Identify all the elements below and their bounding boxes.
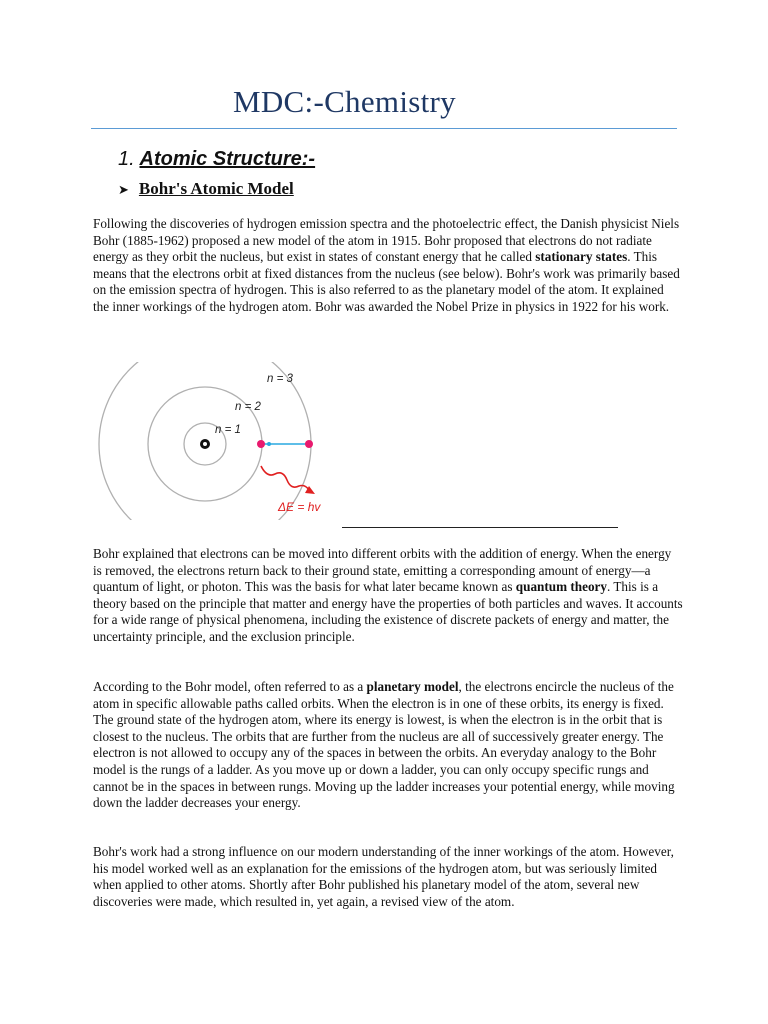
nucleus-highlight (203, 442, 207, 446)
paragraph-text: . This is a theory based on the principle that matter and energy have the properties of both particles and waves. It accounts for a wide range of physical phenomena, including the existence of discrete packets of energy and matter, the uncertainty principle, and the exclusion principle. (93, 579, 683, 644)
paragraph-bohr-intro (93, 216, 683, 316)
electron-n2 (257, 440, 265, 448)
bold-term-stationary-states: stationary states (535, 249, 628, 265)
section-heading (118, 148, 315, 171)
subsection-heading (118, 179, 294, 199)
paragraph-text: According to the Bohr model, often referred to as a (93, 679, 367, 694)
bold-term-quantum-theory: quantum theory (515, 579, 608, 595)
blank-rule (342, 527, 618, 528)
section-number: 1. (118, 148, 135, 170)
subsection-title: Bohr's Atomic Model (138, 179, 294, 198)
electron-n3 (305, 440, 313, 448)
label-n2: n = 2 (235, 401, 261, 413)
paragraph-text: Bohr's work had a strong influence on our modern understanding of the inner workings of the atom. However, his model worked well as an explanation for the emissions of the hydrogen atom, but was seriously limited when applied to other atoms. Shortly after Bohr published his planetary model of the atom, several new discoveries were made, which resulted in, yet again, a revised view of the atom. (93, 844, 674, 909)
section-title: Atomic Structure:- (139, 148, 316, 170)
label-n3: n = 3 (267, 373, 293, 385)
label-energy-equation: ΔE = hv (278, 500, 321, 514)
document-title: MDC:-Chemistry (233, 84, 456, 119)
paragraph-quantum-theory (93, 546, 683, 646)
paragraph-planetary-model (93, 679, 683, 812)
label-n1: n = 1 (215, 424, 241, 436)
paragraph-text: . This means that the electrons orbit at fixed distances from the nucleus (see below). Bohr's work was primarily based on the emission spectra of hydrogen. This is also referred to as the planetary model of the atom. It explained the inner workings of the hydrogen atom. Bohr was awarded the Nobel Prize in physics in 1922 for his work. (93, 249, 680, 314)
paragraph-influence (93, 844, 683, 910)
arrow-bullet-icon: ➤ (118, 183, 129, 198)
paragraph-text: , the electrons encircle the nucleus of the atom in specific allowable paths called orbits. When the electron is in one of these orbits, its energy is fixed. The ground state of the hydrogen atom, where its energy is lowest, is when the electron is in the orbit that is closest to the nucleus. The orbits that are further from the nucleus are all of successively greater energy. The electron is not allowed to occupy any of the spaces in between the orbits. An everyday analogy to the Bohr model is the rungs of a ladder. As you move up or down a ladder, you can only occupy specific rungs and cannot be in the spaces in between rungs. Moving up the ladder increases your potential energy, while moving down the ladder decreases your energy. (93, 679, 675, 811)
title-divider (91, 128, 677, 129)
bold-term-planetary-model: planetary model (366, 679, 459, 694)
paragraph-text: Bohr explained that electrons can be moved into different orbits with the addition of energy. When the energy is removed, the electrons return back to their ground state, emitting a corresponding amount of energy—a quantum of light, or photon. This was the basis for what later became known as (93, 546, 672, 595)
bohr-model-diagram (95, 362, 345, 520)
transition-start-dot (267, 442, 271, 446)
paragraph-text: Following the discoveries of hydrogen emission spectra and the photoelectric effect, the Danish physicist Niels Bohr (1885-1962) proposed a new model of the atom in 1915. Bohr proposed that electrons do not radiate energy as they orbit the nucleus, but exist in states of constant energy that he called (93, 216, 680, 265)
